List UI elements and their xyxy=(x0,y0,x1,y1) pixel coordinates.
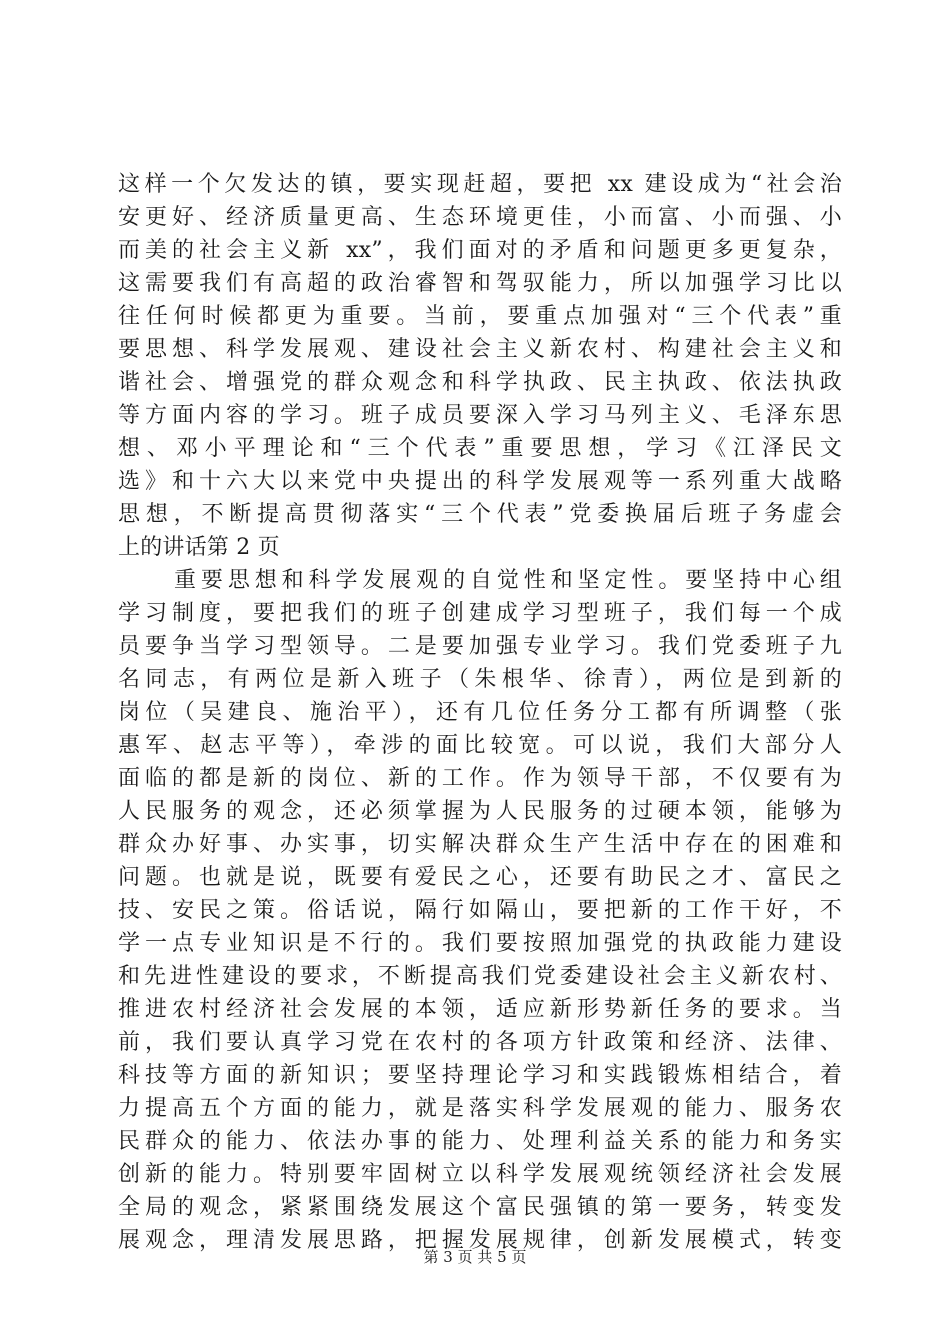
text-line: 人民服务的观念，还必须掌握为人民服务的过硬本领，能够为 xyxy=(118,799,842,824)
text-line: 技、安民之策。俗话说，隔行如隔山，要把新的工作干好，不 xyxy=(118,898,842,923)
text-line: 谐社会、增强党的群众观念和科学执政、民主执政、依法执政 xyxy=(118,370,842,395)
text-line: 民群众的能力、依法办事的能力、处理利益关系的能力和务实 xyxy=(118,1129,842,1154)
text-line: 学一点专业知识是不行的。我们要按照加强党的执政能力建设 xyxy=(118,931,842,956)
text-line: 员要争当学习型领导。二是要加强专业学习。我们党委班子九 xyxy=(118,634,842,659)
text-line: 思想，不断提高贯彻落实“三个代表”党委换届后班子务虚会 xyxy=(118,502,842,527)
text-line: 前，我们要认真学习党在农村的各项方针政策和经济、法律、 xyxy=(118,1030,842,1055)
text-line: 安更好、经济质量更高、生态环境更佳，小而富、小而强、小 xyxy=(118,205,842,230)
text-line: 岗位（吴建良、施治平），还有几位任务分工都有所调整（张 xyxy=(118,700,842,725)
page-number-footer: 第 3 页 共 5 页 xyxy=(423,1248,527,1266)
document-body xyxy=(118,168,842,1257)
text-line: 全局的观念，紧紧围绕发展这个富民强镇的第一要务，转变发 xyxy=(118,1195,842,1220)
paragraph-first-line: 重要思想和科学发展观的自觉性和坚定性。要坚持中心组 xyxy=(174,568,842,593)
text-line: 科技等方面的新知识；要坚持理论学习和实践锻炼相结合，着 xyxy=(118,1063,842,1088)
text-line: 而美的社会主义新 xx”，我们面对的矛盾和问题更多更复杂， xyxy=(118,238,842,263)
text-line: 展观念，理清发展思路，把握发展规律，创新发展模式，转变 xyxy=(118,1228,842,1253)
text-line: 群众办好事、办实事，切实解决群众生产生活中存在的困难和 xyxy=(118,832,842,857)
text-line: 往任何时候都更为重要。当前，要重点加强对“三个代表”重 xyxy=(118,304,842,329)
text-line: 和先进性建设的要求，不断提高我们党委建设社会主义新农村、 xyxy=(118,964,842,989)
text-line: 面临的都是新的岗位、新的工作。作为领导干部，不仅要有为 xyxy=(118,766,842,791)
text-line: 学习制度，要把我们的班子创建成学习型班子，我们每一个成 xyxy=(118,601,842,626)
text-line: 要思想、科学发展观、建设社会主义新农村、构建社会主义和 xyxy=(118,337,842,362)
text-line: 上的讲话第 2 页 xyxy=(118,535,280,560)
text-line: 选》和十六大以来党中央提出的科学发展观等一系列重大战略 xyxy=(118,469,842,494)
text-line: 名同志，有两位是新入班子（朱根华、徐青），两位是到新的 xyxy=(118,667,842,692)
text-line: 问题。也就是说，既要有爱民之心，还要有助民之才、富民之 xyxy=(118,865,842,890)
text-line: 推进农村经济社会发展的本领，适应新形势新任务的要求。当 xyxy=(118,997,842,1022)
text-line: 这需要我们有高超的政治睿智和驾驭能力，所以加强学习比以 xyxy=(118,271,842,296)
text-line: 力提高五个方面的能力，就是落实科学发展观的能力、服务农 xyxy=(118,1096,842,1121)
text-line: 创新的能力。特别要牢固树立以科学发展观统领经济社会发展 xyxy=(118,1162,842,1187)
text-line: 等方面内容的学习。班子成员要深入学习马列主义、毛泽东思 xyxy=(118,403,842,428)
text-line: 这样一个欠发达的镇，要实现赶超，要把 xx 建设成为“社会治 xyxy=(118,172,842,197)
text-line: 想、邓小平理论和“三个代表”重要思想，学习《江泽民文 xyxy=(118,436,842,461)
text-line: 惠军、赵志平等），牵涉的面比较宽。可以说，我们大部分人 xyxy=(118,733,842,758)
